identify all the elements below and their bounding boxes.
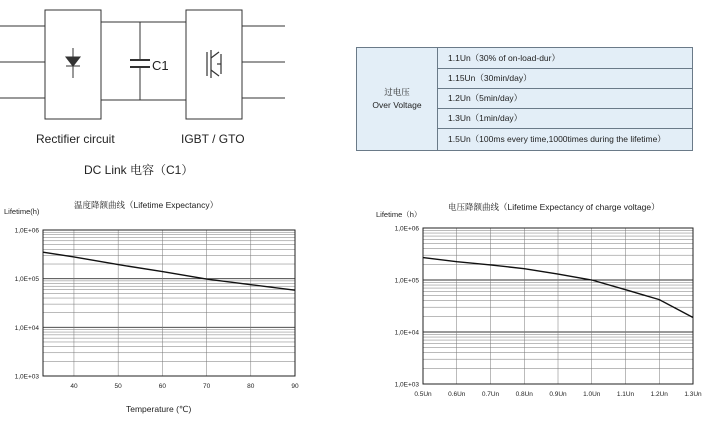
capacitor-icon: [130, 60, 150, 67]
overvoltage-table: [356, 47, 693, 151]
table-row: 1.2Un（5min/day）: [438, 88, 692, 109]
y-tick-label: 1,0E+05: [14, 276, 39, 284]
x-tick-label: 40: [70, 383, 78, 390]
y-tick-label: 1,0E+04: [14, 324, 39, 332]
overvoltage-header: [357, 48, 438, 150]
x-tick-label: 1.1Un: [616, 391, 635, 398]
table-row: 1.1Un（30% of on-load-dur）: [438, 48, 692, 69]
igbt-label: IGBT / GTO: [181, 132, 245, 146]
table-row: 1.3Un（1min/day）: [438, 108, 692, 129]
x-axis-label: Temperature (℃): [126, 404, 192, 414]
circuit-diagram: [0, 0, 300, 180]
x-tick-label: 80: [247, 383, 255, 390]
x-tick-label: 0.6Un: [448, 391, 466, 398]
y-tick-label: 1,0E+06: [394, 225, 419, 233]
y-tick-label: 1,0E+03: [394, 381, 419, 389]
y-tick-label: 1,0E+03: [14, 373, 39, 381]
y-tick-label: 1,0E+04: [394, 329, 419, 337]
y-axis-label: Lifetime(h): [4, 207, 40, 216]
diode-icon: [66, 48, 80, 78]
table-row: 1.15Un（30min/day）: [438, 68, 692, 89]
x-tick-label: 1.2Un: [650, 391, 668, 398]
dc-link-label: DC Link 电容（C1）: [84, 163, 194, 177]
x-tick-label: 0.5Un: [414, 391, 432, 398]
voltage-chart: [350, 190, 706, 423]
x-tick-label: 70: [202, 383, 211, 390]
x-tick-label: 60: [158, 383, 166, 390]
cap-label: C1: [152, 58, 169, 73]
series-line: [43, 252, 295, 290]
x-tick-label: 90: [291, 383, 299, 390]
chart-title: 电压降额曲线（Lifetime Expectancy of charge voltage）: [448, 202, 660, 212]
x-tick-label: 1.0Un: [583, 391, 601, 398]
igbt-block: [186, 10, 242, 119]
overvoltage-title-en: Over Voltage: [372, 100, 422, 110]
y-tick-label: 1,0E+05: [394, 277, 419, 285]
x-tick-label: 0.7Un: [481, 391, 500, 398]
y-tick-label: 1,0E+06: [14, 227, 39, 235]
y-axis-label: Lifetime（h）: [376, 210, 422, 219]
x-tick-label: 0.8Un: [515, 391, 533, 398]
chart-title: 温度降额曲线（Lifetime Expectancy）: [74, 200, 219, 210]
rectifier-label: Rectifier circuit: [36, 132, 115, 146]
x-tick-label: 1.3Un: [684, 391, 702, 398]
plot-frame: [43, 230, 295, 376]
x-tick-label: 50: [114, 383, 122, 390]
temperature-chart: [0, 190, 330, 423]
igbt-icon: [207, 50, 221, 78]
x-tick-label: 0.9Un: [549, 391, 567, 398]
table-row: 1.5Un（100ms every time,1000times during the lifetime）: [448, 134, 666, 144]
overvoltage-title-cn: 过电压: [384, 87, 410, 97]
